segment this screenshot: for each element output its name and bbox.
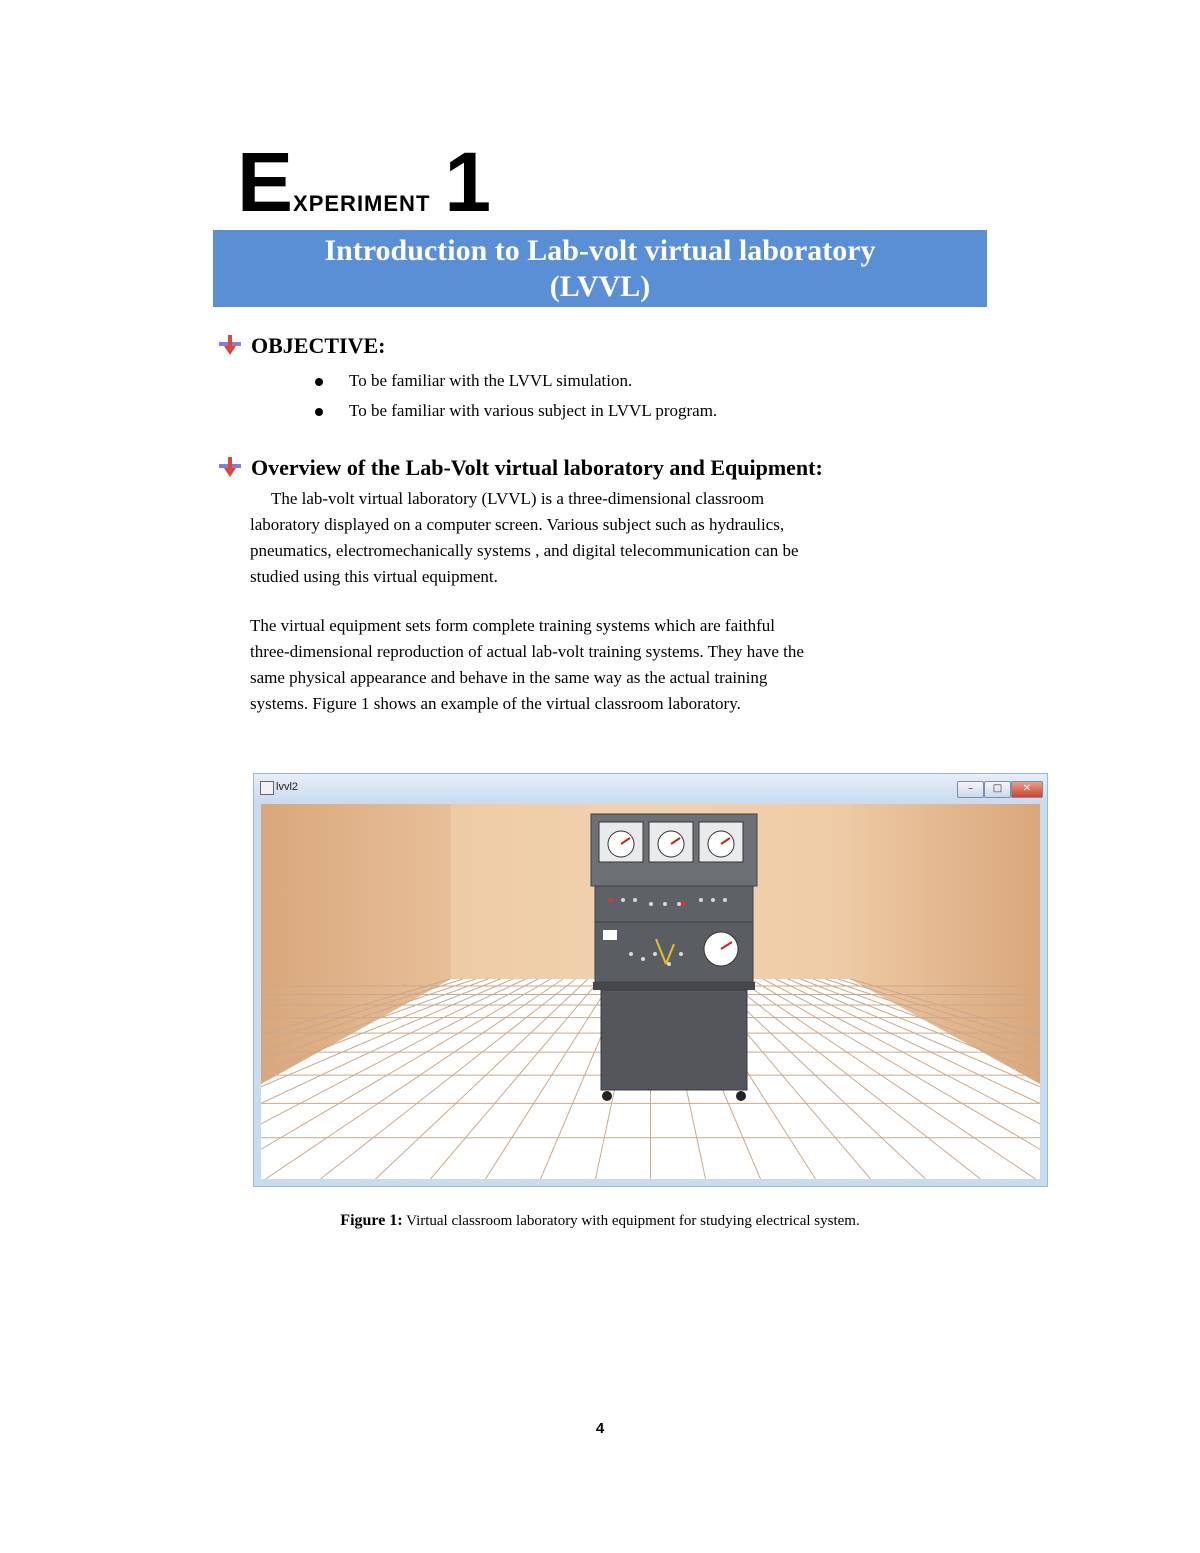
paragraph-line: The lab-volt virtual laboratory (LVVL) is a three-dimensional classroom [250, 489, 765, 508]
window-titlebar [254, 774, 1047, 804]
overview-paragraph-1 [250, 486, 970, 590]
objective-list [315, 366, 717, 426]
paragraph-line: three-dimensional reproduction of actual lab-volt training systems. They have the [250, 642, 804, 661]
window-app-icon [260, 781, 274, 795]
title-initial: E [237, 135, 292, 229]
window-bottom-border [254, 1179, 1047, 1186]
paragraph-line: The virtual equipment sets form complete training systems which are faithful [250, 616, 775, 635]
down-arrow-bullet-icon [219, 456, 241, 478]
lvvl-window-screenshot [253, 773, 1048, 1187]
paragraph-line: studied using this virtual equipment. [250, 567, 498, 586]
page-number: 4 [595, 1420, 605, 1437]
objective-heading [219, 333, 385, 359]
figure-caption [0, 1212, 1200, 1230]
figure-text: Virtual classroom laboratory with equipment for studying electrical system. [402, 1213, 860, 1229]
experiment-number: 1 [444, 135, 490, 229]
objective-heading-text: OBJECTIVE: [251, 333, 386, 358]
overview-paragraph-2 [250, 613, 970, 717]
list-item: To be familiar with the LVVL simulation. [315, 366, 717, 396]
down-arrow-bullet-icon [219, 334, 241, 356]
paragraph-line: pneumatics, electromechanically systems , and digital telecommunication can be [250, 541, 799, 560]
experiment-title [237, 135, 490, 229]
virtual-classroom-scene [261, 804, 1040, 1179]
overview-heading [219, 455, 823, 481]
banner-line1: Introduction to Lab-volt virtual laboratory [324, 234, 876, 267]
title-rest: XPERIMENT [293, 191, 431, 216]
close-button[interactable]: ✕ [1011, 781, 1043, 798]
paragraph-line: laboratory displayed on a computer screen. Various subject such as hydraulics, [250, 515, 785, 534]
title-banner [213, 230, 987, 307]
maximize-button[interactable]: □ [984, 781, 1011, 798]
window-title: lvvl2 [276, 781, 299, 793]
equipment-cabinet [591, 814, 757, 1101]
overview-heading-text: Overview of the Lab-Volt virtual laboratory and Equipment: [251, 455, 823, 480]
list-item: To be familiar with various subject in LVVL program. [315, 396, 717, 426]
banner-line2: (LVVL) [549, 270, 651, 303]
paragraph-line: same physical appearance and behave in the same way as the actual training [250, 668, 768, 687]
figure-label: Figure 1: [340, 1212, 403, 1229]
paragraph-line: systems. Figure 1 shows an example of the virtual classroom laboratory. [250, 694, 741, 713]
minimize-button[interactable]: – [957, 781, 984, 798]
